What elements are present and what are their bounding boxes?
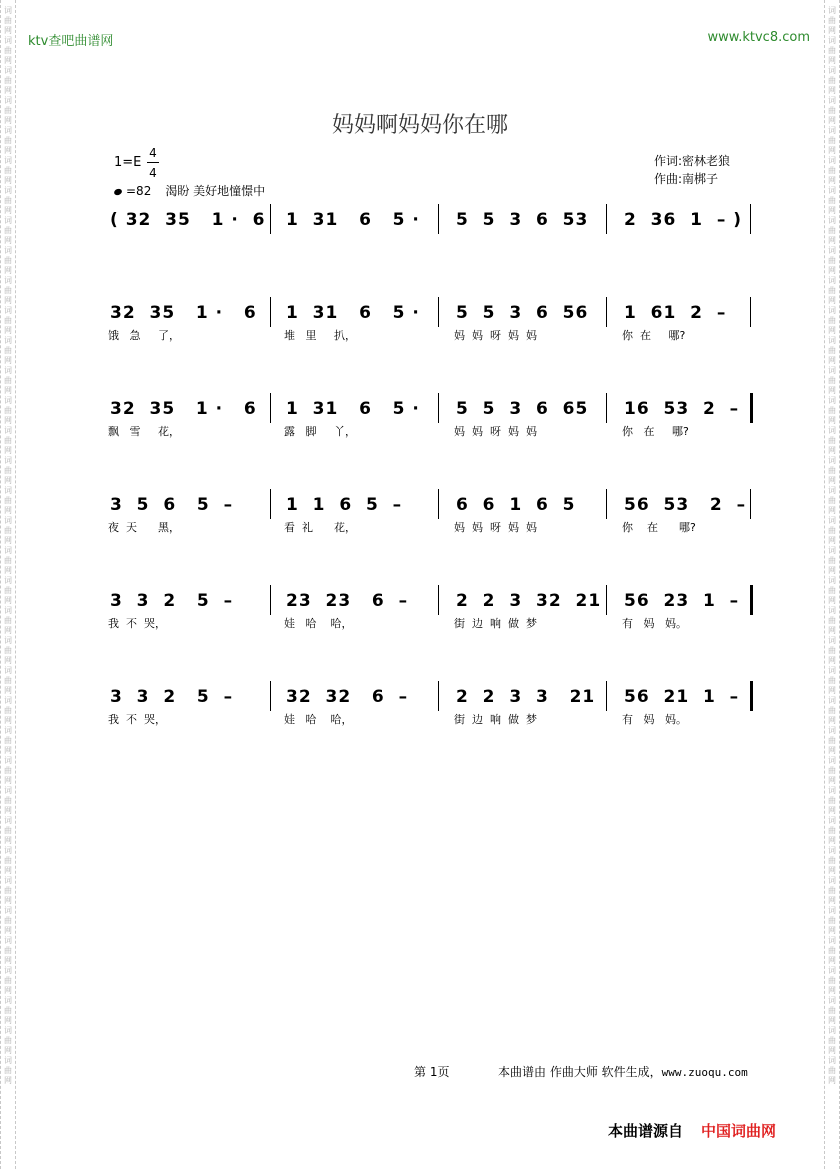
measure-notes: 5 5 3 6 53 xyxy=(456,210,589,230)
tempo-bpm: =82 xyxy=(126,184,152,198)
lyric-line: 堆 里 扒， xyxy=(284,329,356,342)
right-watermark-strip xyxy=(824,0,840,1169)
measure-notes: 23 23 6 – xyxy=(286,591,409,611)
composer-credit: 作曲:南梆子 xyxy=(654,172,719,186)
measure-notes: 32 35 1 · 6 xyxy=(110,303,257,323)
bar-line xyxy=(750,204,751,234)
lyric-line: 妈 妈 呀 妈 妈 xyxy=(454,329,537,342)
lyric-line: 你 在 哪? xyxy=(622,425,689,438)
measure-notes: 3 3 2 5 – xyxy=(110,591,234,611)
generator-note xyxy=(498,1063,748,1080)
right-watermark-text: 词曲网词曲网词曲网词曲网词曲网词曲网词曲网词曲网词曲网词曲网词曲网词曲网词曲网词曲网词曲网词曲网词曲网词曲网词曲网词曲网词曲网词曲网词曲网词曲网词曲网词曲网词曲网词曲网词曲网词曲网词曲网词曲网词曲网词曲网词曲网词曲网 xyxy=(828,6,836,1085)
lyric-line: 飘 雪 花， xyxy=(108,425,180,438)
lyric-line: 你 在 哪? xyxy=(622,329,686,342)
lyric-line: 街 边 响 做 梦 xyxy=(454,617,537,630)
notation-line xyxy=(100,297,760,329)
notation-line xyxy=(100,681,760,713)
measure-notes: 1 1 6 5 – xyxy=(286,495,403,515)
measure-notes: 1 31 6 5 · xyxy=(286,303,420,323)
lyricist-credit: 作词:密林老狼 xyxy=(654,154,731,168)
measure-notes: 56 21 1 – xyxy=(624,687,740,707)
lyric-line: 饿 急 了， xyxy=(108,329,180,342)
bar-line xyxy=(606,393,607,423)
lyric-line: 你 在 哪? xyxy=(622,521,696,534)
bar-line xyxy=(438,297,439,327)
bar-line xyxy=(270,204,271,234)
measure-notes: 1 61 2 – xyxy=(624,303,727,323)
bar-line xyxy=(438,585,439,615)
tempo-marking xyxy=(114,182,265,199)
measure-notes: 5 5 3 6 56 xyxy=(456,303,589,323)
lyric-line: 我 不 哭， xyxy=(108,713,166,726)
bar-line xyxy=(750,297,751,327)
measure-notes: 2 36 1 – ) xyxy=(624,210,743,230)
measure-notes: 56 53 2 – xyxy=(624,495,747,515)
measure-notes: 32 32 6 – xyxy=(286,687,409,707)
bar-line xyxy=(438,489,439,519)
measure-notes: ( 32 35 1 · 6 xyxy=(110,210,266,230)
source-site[interactable]: 中国词曲网 xyxy=(701,1122,777,1140)
time-signature-denominator: 4 xyxy=(149,166,157,180)
bar-line xyxy=(270,585,271,615)
lyric-line: 看 礼 花， xyxy=(284,521,356,534)
bar-line xyxy=(270,393,271,423)
page-number: 第 1页 xyxy=(414,1065,450,1079)
bar-line xyxy=(750,681,753,711)
bar-line xyxy=(606,585,607,615)
quarter-note-icon xyxy=(113,188,123,196)
time-signature-line xyxy=(147,162,159,163)
lyric-line: 我 不 哭， xyxy=(108,617,166,630)
measure-notes: 1 31 6 5 · xyxy=(286,399,420,419)
bar-line xyxy=(438,681,439,711)
measure-notes: 6 6 1 6 5 xyxy=(456,495,576,515)
bar-line xyxy=(438,204,439,234)
lyric-line: 妈 妈 呀 妈 妈 xyxy=(454,521,537,534)
notation-line xyxy=(100,585,760,617)
lyric-line: 娃 哈 哈， xyxy=(284,713,353,726)
lyric-line: 露 脚 丫， xyxy=(284,425,356,438)
bar-line xyxy=(438,393,439,423)
source-label: 本曲谱源自 xyxy=(608,1122,684,1140)
lyric-line: 娃 哈 哈， xyxy=(284,617,353,630)
measure-notes: 2 2 3 32 21 xyxy=(456,591,602,611)
lyric-line: 街 边 响 做 梦 xyxy=(454,713,537,726)
left-watermark-strip xyxy=(0,0,16,1169)
bar-line xyxy=(606,204,607,234)
notation-line xyxy=(100,393,760,425)
generator-text: 本曲谱由 作曲大师 软件生成， xyxy=(498,1065,662,1079)
expression-marking: 渴盼 美好地憧憬中 xyxy=(165,184,266,198)
measure-notes: 16 53 2 – xyxy=(624,399,740,419)
measure-notes: 32 35 1 · 6 xyxy=(110,399,257,419)
lyric-line: 有 妈 妈。 xyxy=(622,617,687,630)
bar-line xyxy=(270,297,271,327)
measure-notes: 3 3 2 5 – xyxy=(110,687,234,707)
bar-line xyxy=(606,297,607,327)
generator-url[interactable]: www.zuoqu.com xyxy=(661,1066,748,1079)
lyric-line: 夜 天 黑， xyxy=(108,521,180,534)
measure-notes: 3 5 6 5 – xyxy=(110,495,234,515)
lyric-line: 有 妈 妈。 xyxy=(622,713,687,726)
measure-notes: 5 5 3 6 65 xyxy=(456,399,589,419)
header-site-name[interactable]: ktv查吧曲谱网 xyxy=(28,34,114,49)
bar-line xyxy=(606,681,607,711)
left-watermark-text: 词曲网词曲网词曲网词曲网词曲网词曲网词曲网词曲网词曲网词曲网词曲网词曲网词曲网词曲网词曲网词曲网词曲网词曲网词曲网词曲网词曲网词曲网词曲网词曲网词曲网词曲网词曲网词曲网词曲网词曲网词曲网词曲网词曲网词曲网词曲网词曲网 xyxy=(4,6,12,1085)
bar-line xyxy=(606,489,607,519)
bar-line xyxy=(270,489,271,519)
source-note xyxy=(608,1120,776,1141)
notation-line xyxy=(100,204,760,236)
notation-line xyxy=(100,489,760,521)
measure-notes: 1 31 6 5 · xyxy=(286,210,420,230)
bar-line xyxy=(270,681,271,711)
bar-line xyxy=(750,489,751,519)
header-site-url[interactable]: www.ktvc8.com xyxy=(707,30,810,45)
bar-line xyxy=(750,585,753,615)
key-signature: 1=E xyxy=(114,155,142,170)
measure-notes: 56 23 1 – xyxy=(624,591,740,611)
measure-notes: 2 2 3 3 21 xyxy=(456,687,596,707)
song-title: 妈妈啊妈妈你在哪 xyxy=(331,113,508,138)
lyric-line: 妈 妈 呀 妈 妈 xyxy=(454,425,537,438)
time-signature-numerator: 4 xyxy=(149,146,157,160)
bar-line xyxy=(750,393,753,423)
